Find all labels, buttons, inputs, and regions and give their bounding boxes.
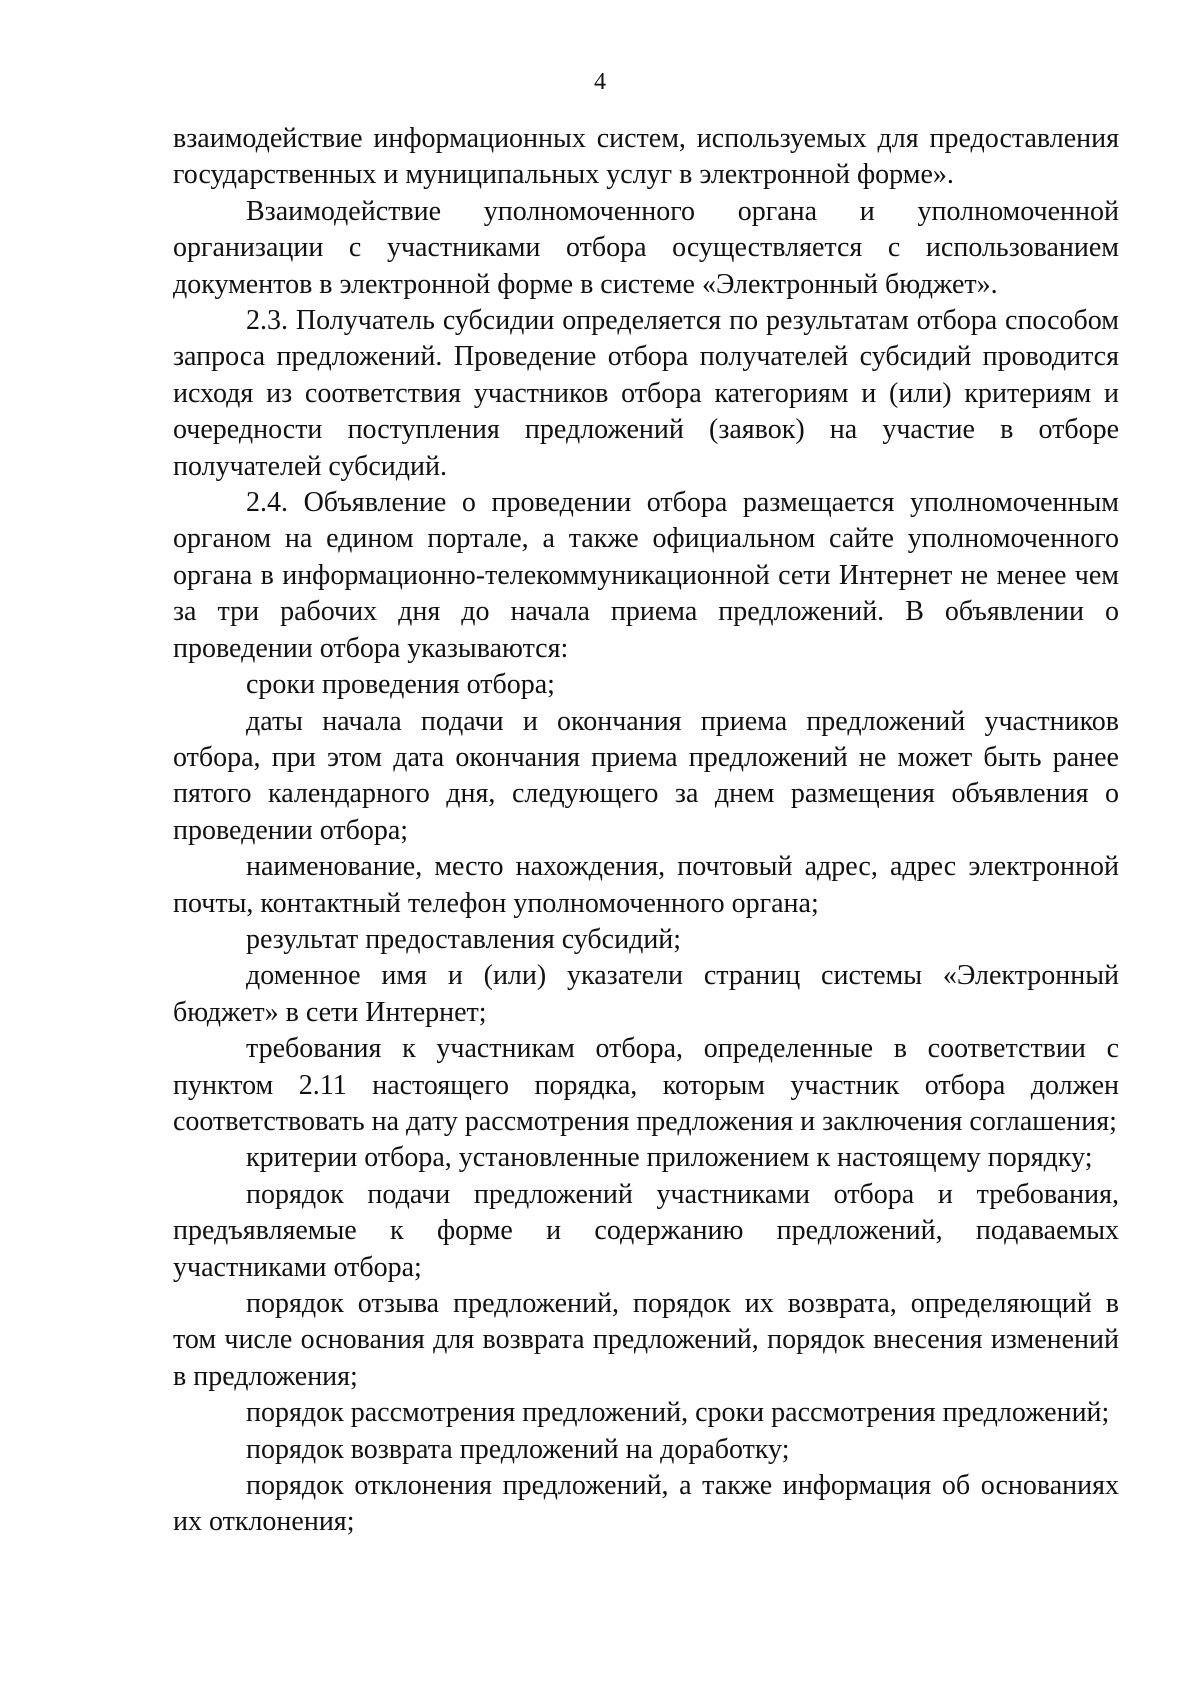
list-item: критерии отбора, установленные приложением к настоящему порядку; [246, 1142, 1093, 1174]
paragraph: 2.3. Получатель субсидии определяется по результатам отбора способом запроса предложений. Проведение отбора получателей субсидий проводится исходя из соответствия участников отбора категориям и (или) критериям и очередности поступления предложений (заявок) на участие в отборе получателей субсидий. [173, 305, 1119, 482]
list-item: даты начала подачи и окончания приема предложений участников отбора, при этом дата окончания приема предложений не может быть ранее пятого календарного дня, следующего за днем размещения объявления о проведении отбора; [173, 705, 1119, 846]
list-item: порядок подачи предложений участниками отбора и требования, предъявляемые к форме и содержанию предложений, подаваемых участниками отбора; [173, 1178, 1119, 1283]
list-item: доменное имя и (или) указатели страниц системы «Электронный бюджет» в сети Интернет; [173, 960, 1119, 1028]
list-item: сроки проведения отбора; [246, 669, 555, 701]
list-item: порядок рассмотрения предложений, сроки рассмотрения предложений; [246, 1397, 1110, 1429]
paragraph: взаимодействие информационных систем, используемых для предоставления государственных и муниципальных услуг в электронной форме». [173, 123, 1119, 191]
list-item: результат предоставления субсидий; [246, 923, 682, 955]
paragraph: 2.4. Объявление о проведении отбора размещается уполномоченным органом на едином портале, а также официальном сайте уполномоченного органа в информационно-телекоммуникационной сети Интернет не менее чем за три рабочих дня до начала приема предложений. В объявлении о проведении отбора указываются: [173, 487, 1119, 664]
list-item: наименование, место нахождения, почтовый адрес, адрес электронной почты, контактный телефон уполномоченного органа; [173, 851, 1119, 919]
list-item: требования к участникам отбора, определенные в соответствии с пунктом 2.11 настоящего порядка, которым участник отбора должен соответствовать на дату рассмотрения предложения и заключения соглашения; [173, 1033, 1119, 1137]
document-body [173, 121, 1119, 1541]
paragraph: Взаимодействие уполномоченного органа и уполномоченной организации с участниками отбора осуществляется с использованием документов в электронной форме в системе «Электронный бюджет». [173, 195, 1119, 300]
list-item: порядок отзыва предложений, порядок их возврата, определяющий в том числе основания для возврата предложений, порядок внесения изменений в предложения; [173, 1288, 1119, 1392]
list-item: порядок отклонения предложений, а также информация об основаниях их отклонения; [173, 1470, 1119, 1538]
list-item: порядок возврата предложений на доработку; [246, 1433, 790, 1465]
page-number: 4 [594, 69, 606, 95]
